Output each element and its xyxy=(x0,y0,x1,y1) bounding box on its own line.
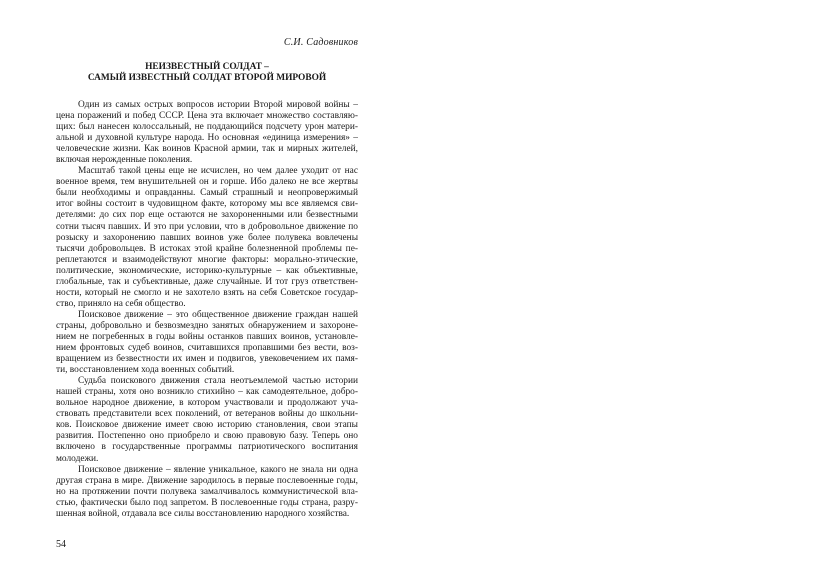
paragraph-line: молодежи. xyxy=(56,453,99,464)
article-title-line: САМЫЙ ИЗВЕСТНЫЙ СОЛДАТ ВТОРОЙ МИРОВОЙ xyxy=(87,73,327,83)
article-paragraph xyxy=(56,100,358,166)
paragraph-line: ти, восстановлением хода военных событий. xyxy=(56,365,235,376)
paragraph-line: реплетаются и взаимодействуют многие факторы: морально-этические, xyxy=(56,254,358,265)
paragraph-line: тысячи добровольцев. В истоках этой крайне болезненной проблемы пе- xyxy=(56,243,358,254)
paragraph-line: розыску и захоронению павших воинов уже более полувека вовлечены xyxy=(56,232,358,243)
paragraph-line: человеческие жизни. Как воинов Красной армии, так и мирных жителей, xyxy=(56,144,358,155)
paragraph-line: ствовать представители всех поколений, от ветеранов войны до школьни- xyxy=(56,409,358,420)
paragraph-line: альной и духовной культуре народа. Но основная «единица измерения» – xyxy=(56,133,358,144)
paragraph-line: военное время, тем внушительней он и горше. Ибо далеко не все жертвы xyxy=(56,177,358,188)
paragraph-line: детелями: до сих пор еще остаются не захороненными или безвестными xyxy=(56,210,358,221)
paragraph-line: но на протяжении почти полувека замалчивалось коммунистической вла- xyxy=(56,486,358,497)
paragraph-line: включено в государственные программы патриотического воспитания xyxy=(56,442,358,453)
paragraph-line: вращением из безвестности их имен и подвигов, увековечением их памя- xyxy=(56,354,358,365)
paragraph-line: стью, фактически было под запретом. В послевоенные годы страна, разру- xyxy=(56,497,358,508)
paragraph-line: Судьба поискового движения стала неотъемлемой частью истории xyxy=(78,376,358,387)
page-number: 54 xyxy=(56,539,66,550)
paragraph-line: глобальные, так и субъективные, даже случайные. И тот груз ответствен- xyxy=(56,276,358,287)
paragraph-line: Поисковое движение – это общественное движение граждан нашей xyxy=(78,309,358,320)
paragraph-line: нием фронтовых судеб воинов, считавшихся пропавшими без вести, воз- xyxy=(56,343,358,354)
article-body xyxy=(56,100,358,520)
article-title-line: НЕИЗВЕСТНЫЙ СОЛДАТ – xyxy=(145,62,269,72)
paragraph-line: ство, приняло на себя общество. xyxy=(56,298,186,309)
article-title xyxy=(56,62,358,84)
paragraph-line: Масштаб такой цены еще не исчислен, но чем далее уходит от нас xyxy=(78,166,358,177)
paragraph-line: другая страна в мире. Движение зародилось в первые послевоенные годы, xyxy=(56,475,358,486)
paragraph-line: Один из самых острых вопросов истории Второй мировой войны – xyxy=(78,100,358,110)
paragraph-line: страны, добровольно и безвозмездно занятых обнаружением и захороне- xyxy=(56,320,358,331)
paragraph-line: щих: был нанесен колоссальный, не поддающийся подсчету урон матери- xyxy=(56,122,358,133)
paragraph-line: политические, экономические, историко-культурные – как объективные, xyxy=(56,265,358,276)
paragraph-line: шенная войной, отдавала все силы восстановлению народного хозяйства. xyxy=(56,508,350,519)
paragraph-line: были необходимы и оправданны. Самый страшный и неопровержимый xyxy=(56,188,358,199)
article-paragraph xyxy=(56,166,358,310)
paragraph-line: включая нерожденные поколения. xyxy=(56,155,193,166)
paragraph-line: ков. Поисковое движение имеет свою историю становления, свои этапы xyxy=(56,420,358,431)
running-header-author: С.И. Садовников xyxy=(283,37,358,48)
paragraph-line: вольное народное движение, в котором участвовали и продолжают уча- xyxy=(56,398,358,409)
article-paragraph xyxy=(56,310,358,376)
paragraph-line: итог войны состоит в чудовищном факте, которому мы все являемся сви- xyxy=(56,199,358,210)
paragraph-line: сотни тысяч павших. И это при условии, что в добровольное движение по xyxy=(56,221,358,232)
paragraph-line: цена поражений и побед СССР. Цена эта включает множество составляю- xyxy=(56,111,358,122)
paragraph-line: нием не погребенных в годы войны останков павших воинов, установле- xyxy=(56,331,358,342)
paragraph-line: нашей страны, хотя оно возникло стихийно – как самодеятельное, добро- xyxy=(56,387,358,398)
paragraph-line: развития. Постепенно оно приобрело и свою правовую базу. Теперь оно xyxy=(56,431,358,442)
article-paragraph xyxy=(56,376,358,464)
article-paragraph xyxy=(56,465,358,520)
paragraph-line: ности, который не смогло и не захотело взять на себя Советское государ- xyxy=(56,287,358,298)
paragraph-line: Поисковое движение – явление уникальное, какого не знала ни одна xyxy=(78,464,358,475)
